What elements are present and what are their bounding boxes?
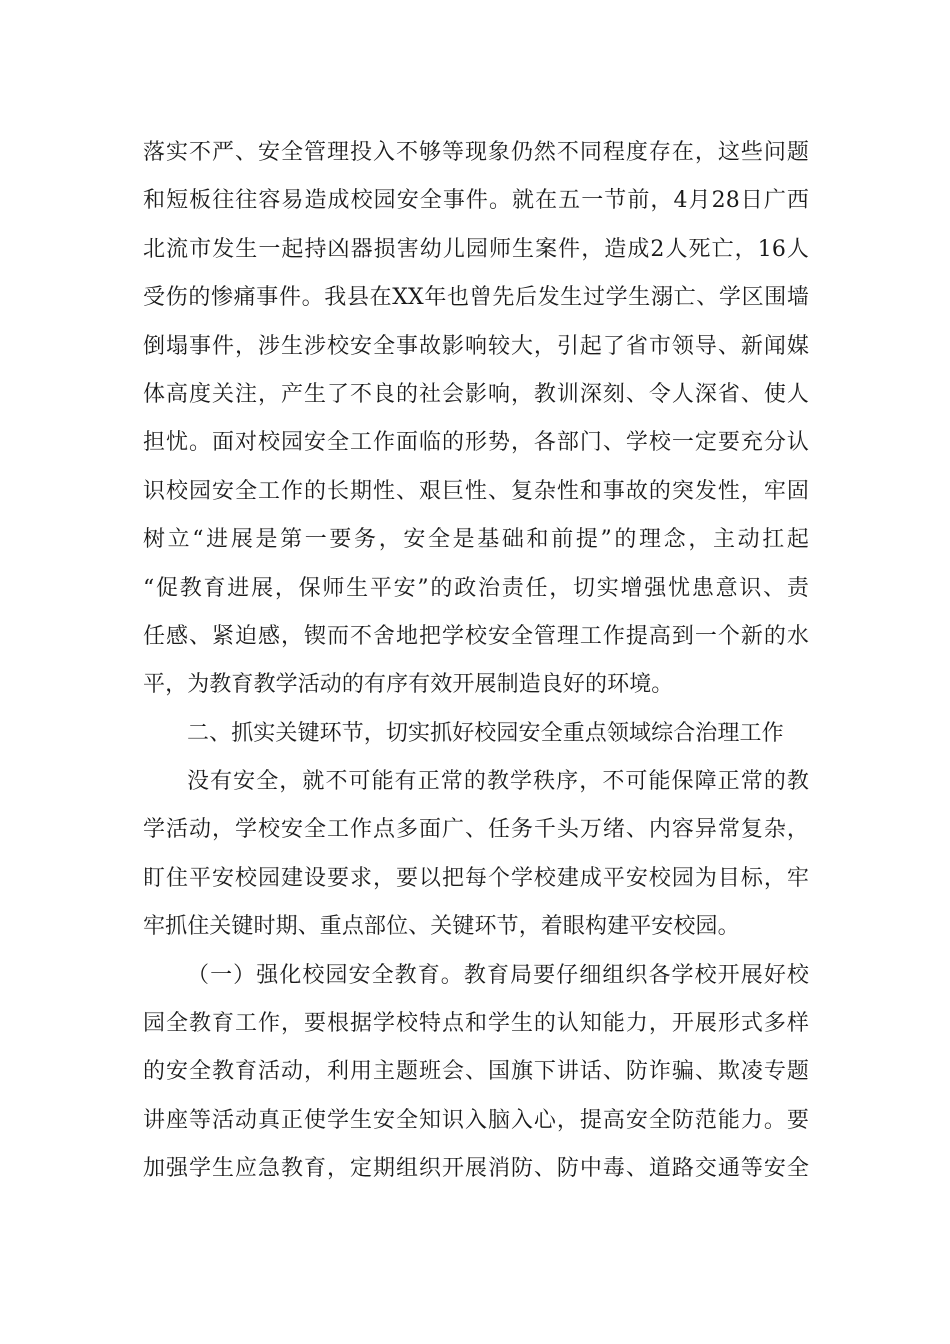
text-line: 学活动，学校安全工作点多面广、任务千头万绪、内容异常复杂， [143, 817, 809, 843]
text-line: 受伤的惨痛事件。我县在XX年也曾先后发生过学生溺亡、学区围墙 [143, 285, 809, 311]
text-line: 没有安全，就不可能有正常的教学秩序，不可能保障正常的教 [187, 769, 809, 795]
text-line: 倒塌事件，涉生涉校安全事故影响较大，引起了省市领导、新闻媒 [143, 333, 809, 359]
text-line: 担忧。面对校园安全工作面临的形势，各部门、学校一定要充分认 [143, 430, 809, 456]
subsection-text-line: （一）强化校园安全教育。教育局要仔细组织各学校开展好校 [187, 962, 809, 988]
text-line: 盯住平安校园建设要求，要以把每个学校建成平安校园为目标，牢 [143, 865, 809, 891]
document-body [143, 129, 809, 1194]
section-heading: 二、抓实关键环节，切实抓好校园安全重点领域综合治理工作 [187, 720, 784, 746]
text-line: 识校园安全工作的长期性、艰巨性、复杂性和事故的突发性，牢固 [143, 478, 809, 504]
text-line: 落实不严、安全管理投入不够等现象仍然不同程度存在，这些问题 [143, 140, 809, 165]
text-line: 体高度关注，产生了不良的社会影响，教训深刻、令人深省、使人 [143, 381, 809, 407]
text-line: 园全教育工作，要根据学校特点和学生的认知能力，开展形式多样 [143, 1011, 809, 1037]
text-line: 和短板往往容易造成校园安全事件。就在五一节前，4月28日广西 [143, 188, 809, 214]
text-line: 的安全教育活动，利用主题班会、国旗下讲话、防诈骗、欺凌专题 [143, 1059, 809, 1085]
text-line: 北流市发生一起持凶器损害幼儿园师生案件，造成2人死亡，16人 [143, 236, 809, 262]
text-line: 平，为教育教学活动的有序有效开展制造良好的环境。 [143, 672, 674, 698]
text-line: 讲座等活动真正使学生安全知识入脑入心，提高安全防范能力。要 [143, 1107, 809, 1133]
text-line: 树立“进展是第一要务，安全是基础和前提”的理念，主动扛起 [143, 527, 809, 553]
text-line: “促教育进展，保师生平安”的政治责任，切实增强忧患意识、责 [143, 575, 809, 601]
text-line: 牢抓住关键时期、重点部位、关键环节，着眼构建平安校园。 [143, 914, 740, 940]
text-line: 加强学生应急教育，定期组织开展消防、防中毒、道路交通等安全 [143, 1156, 809, 1182]
text-line: 任感、紧迫感，锲而不舍地把学校安全管理工作提高到一个新的水 [143, 623, 809, 649]
